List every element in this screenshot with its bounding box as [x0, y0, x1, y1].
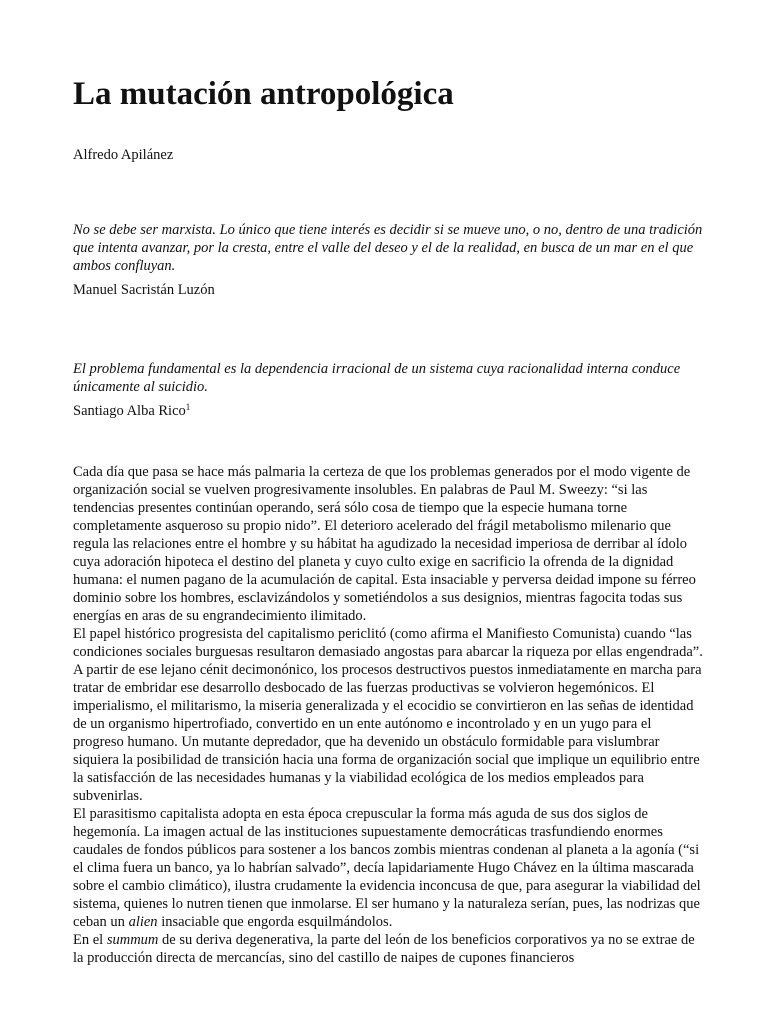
- epigraph: [73, 360, 705, 420]
- paragraph: [73, 931, 705, 967]
- article-body: [73, 463, 705, 967]
- paragraph: El papel histórico progresista del capitalismo periclitó (como afirma el Manifiesto Comunista) cuando “las condiciones sociales burguesas resultaron demasiado angostas para abarcar la riqueza por ellas engendrada”. A partir de ese lejano cénit decimonónico, los procesos destructivos puestos inmediatamente en marcha para tratar de embridar ese desarrollo desbocado de las fuerzas productivas se volvieron hegemónicos. El imperialismo, el militarismo, la miseria generalizada y el ecocidio se convirtieron en las señas de identidad de un organismo hipertrofiado, convertido en un ente autónomo e incontrolado y en un yugo para el progreso humano. Un mutante depredador, que ha devenido un obstáculo formidable para vislumbrar siquiera la posibilidad de transición hacia una forma de organización social que implique un equilibrio entre la satisfacción de las necesidades humanas y la viabilidad ecológica de los medios empleados para subvenirlas.: [73, 626, 703, 804]
- author-name: Alfredo Apilánez: [73, 147, 174, 163]
- paragraph: [73, 805, 705, 931]
- epigraph-author: Santiago Alba Rico: [73, 403, 186, 419]
- epigraph-quote: No se debe ser marxista. Lo único que tiene interés es decidir si se mueve uno, o no, dentro de una tradición que intenta avanzar, por la cresta, entre el valle del deseo y el de la realidad, en busca de un mar en el que ambos confluyan.: [73, 222, 703, 274]
- paragraph-text: de su deriva degenerativa, la parte del león de los beneficios corporativos ya no se extrae de la producción directa de mercancías, sino del castillo de naipes de cupones financieros: [73, 932, 695, 966]
- document-title: La mutación antropológica: [73, 76, 454, 112]
- epigraph-author: Manuel Sacristán Luzón: [73, 282, 215, 298]
- paragraph-text: En el: [73, 932, 107, 948]
- paragraph: Cada día que pasa se hace más palmaria la certeza de que los problemas generados por el modo vigente de organización social se vuelven progresivamente insolubles. En palabras de Paul M. Sweezy: “si las tendencias presentes continúan operando, será sólo cosa de tiempo que la especie humana torne completamente asqueroso su propio nido”. El deterioro acelerado del frágil metabolismo milenario que regula las relaciones entre el hombre y su hábitat ha agudizado la necesidad imperiosa de derribar al ídolo cuya adoración hipoteca el destino del planeta y cuyo culto exige en sacrificio la ofrenda de la dignidad humana: el numen pagano de la acumulación de capital. Esta insaciable y perversa deidad impone su férreo dominio sobre los hombres, esclavizándolos y sometiéndolos a sus designios, mientras fagocita todas sus energías en aras de su engrandecimiento ilimitado.: [73, 464, 696, 624]
- paragraph-text: El parasitismo capitalista adopta en esta época crepuscular la forma más aguda de sus dos siglos de hegemonía. La imagen actual de las instituciones supuestamente democráticas trasfundiendo enormes caudales de fondos públicos para sostener a los bancos zombis mientras condenan al planeta a la agonía (“si el clima fuera un banco, ya lo habrían salvado”, decía lapidariamente Hugo Chávez en la última mascarada sobre el cambio climático), ilustra crudamente la evidencia inconcusa de que, para asegurar la viabilidad del sistema, quienes lo nutren tienen que inmolarse. El ser humano y la naturaleza serían, pues, las nodrizas que ceban un: [73, 806, 701, 930]
- emphasis-text: alien: [128, 914, 158, 930]
- epigraph-attribution: [73, 281, 705, 299]
- epigraph-attribution: [73, 402, 705, 420]
- footnote-marker[interactable]: 1: [185, 402, 191, 412]
- epigraph: [73, 221, 705, 299]
- paragraph-text: insaciable que engorda esquilmándolos.: [157, 914, 393, 930]
- emphasis-text: summum: [106, 932, 159, 948]
- epigraph-quote: El problema fundamental es la dependencia irracional de un sistema cuya racionalidad interna conduce únicamente al suicidio.: [73, 361, 681, 395]
